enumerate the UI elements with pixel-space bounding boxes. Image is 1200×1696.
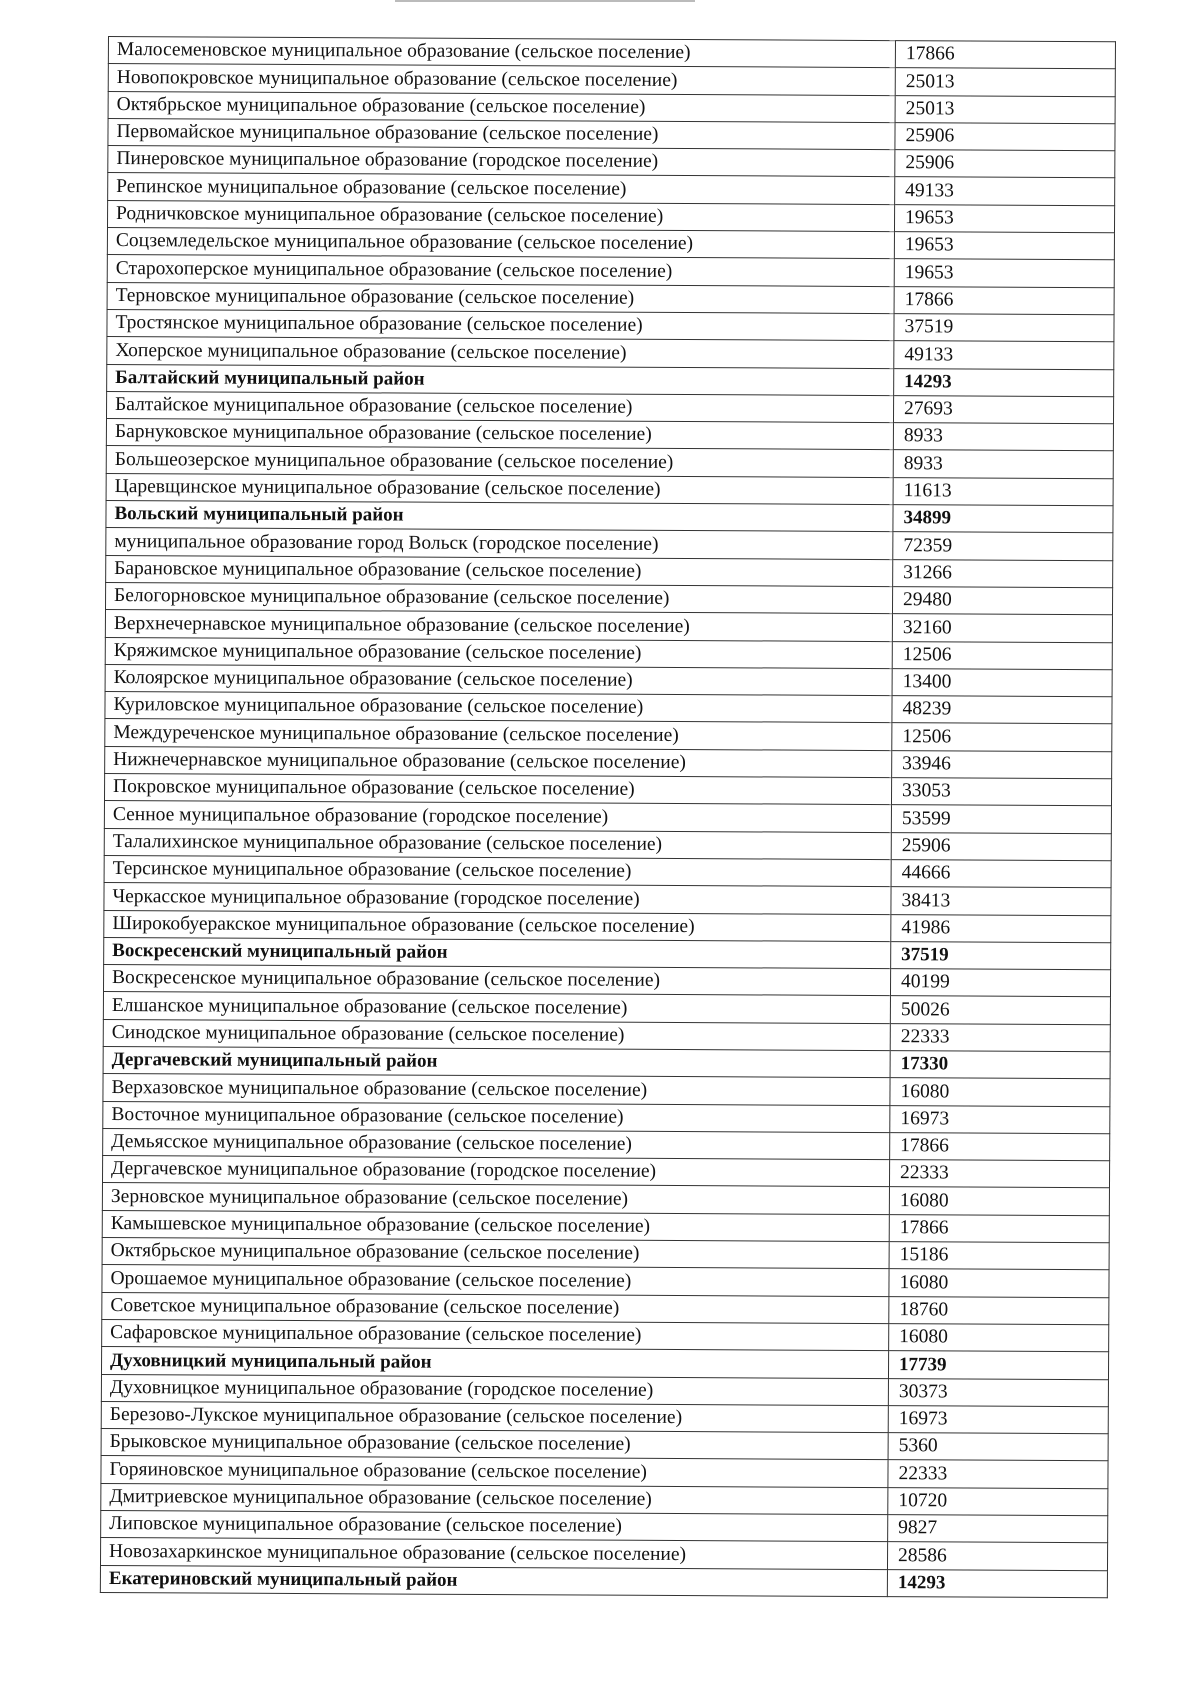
municipality-name: Соцземледельское муниципальное образование (сельское поселение)	[107, 228, 894, 259]
district-name: Екатериновский муниципальный район	[100, 1565, 887, 1596]
municipality-value: 48239	[892, 696, 1112, 724]
municipality-value: 22333	[888, 1460, 1108, 1488]
municipality-value: 33946	[892, 750, 1112, 778]
municipality-name: Терновское муниципальное образование (сельское поселение)	[107, 282, 894, 313]
municipality-value: 17866	[894, 286, 1114, 314]
municipality-name: Кряжимское муниципальное образование (сельское поселение)	[105, 637, 892, 668]
municipality-value: 15186	[889, 1242, 1109, 1270]
municipality-name: Верхазовское муниципальное образование (сельское поселение)	[103, 1074, 890, 1105]
municipality-name: Октябрьское муниципальное образование (сельское поселение)	[108, 91, 895, 122]
municipality-value: 27693	[893, 395, 1113, 423]
municipality-name: Камышевское муниципальное образование (сельское поселение)	[102, 1210, 889, 1241]
municipality-name: Междуреченское муниципальное образование (сельское поселение)	[105, 719, 892, 750]
municipality-name: Тростянское муниципальное образование (сельское поселение)	[107, 309, 894, 340]
municipality-value: 16080	[890, 1078, 1110, 1106]
municipality-name: Терсинское муниципальное образование (сельское поселение)	[104, 855, 891, 886]
municipality-value: 9827	[888, 1515, 1108, 1543]
municipality-name: Дмитриевское муниципальное образование (сельское поселение)	[101, 1483, 888, 1514]
municipality-value: 17866	[895, 41, 1115, 69]
municipality-name: Горяиновское муниципальное образование (сельское поселение)	[101, 1456, 888, 1487]
district-value: 17330	[890, 1051, 1110, 1079]
municipality-value: 53599	[891, 805, 1111, 833]
municipality-value: 72359	[893, 532, 1113, 560]
municipality-value: 12506	[892, 723, 1112, 751]
municipality-value: 37519	[894, 314, 1114, 342]
municipality-value: 38413	[891, 887, 1111, 915]
municipality-value: 50026	[890, 996, 1110, 1024]
municipality-value: 40199	[890, 969, 1110, 997]
municipality-name: Нижнечернавское муниципальное образование (сельское поселение)	[105, 746, 892, 777]
district-name: Балтайский муниципальный район	[107, 364, 894, 395]
municipality-value: 22333	[889, 1160, 1109, 1188]
scan-edge-mark	[395, 0, 695, 2]
district-value: 14293	[894, 368, 1114, 396]
municipality-value: 13400	[892, 668, 1112, 696]
municipality-value: 16080	[889, 1324, 1109, 1352]
municipality-name: Барнуковское муниципальное образование (сельское поселение)	[106, 419, 893, 450]
municipality-value: 30373	[888, 1378, 1108, 1406]
municipality-value: 49133	[894, 341, 1114, 369]
municipality-name: Большеозерское муниципальное образование (сельское поселение)	[106, 446, 893, 477]
district-name: Воскресенский муниципальный район	[104, 937, 891, 968]
allocation-table	[100, 36, 1116, 1598]
municipality-value: 16973	[888, 1405, 1108, 1433]
municipality-value: 32160	[892, 614, 1112, 642]
municipality-name: Хоперское муниципальное образование (сельское поселение)	[107, 337, 894, 368]
table-body	[100, 37, 1115, 1598]
municipality-name: Покровское муниципальное образование (сельское поселение)	[104, 774, 891, 805]
municipality-value: 22333	[890, 1023, 1110, 1051]
municipality-name: Советское муниципальное образование (сельское поселение)	[102, 1292, 889, 1323]
district-name: Дергачевский муниципальный район	[103, 1046, 890, 1077]
municipality-value: 16080	[889, 1269, 1109, 1297]
municipality-value: 5360	[888, 1433, 1108, 1461]
municipality-value: 44666	[891, 860, 1111, 888]
municipality-value: 17866	[890, 1132, 1110, 1160]
municipality-name: Пинеровское муниципальное образование (городское поселение)	[108, 146, 895, 177]
municipality-value: 18760	[889, 1296, 1109, 1324]
municipality-name: Сенное муниципальное образование (городское поселение)	[104, 801, 891, 832]
municipality-value: 29480	[892, 587, 1112, 615]
municipality-name: Липовское муниципальное образование (сельское поселение)	[101, 1511, 888, 1542]
district-value: 17739	[888, 1351, 1108, 1379]
municipality-name: Октябрьское муниципальное образование (сельское поселение)	[102, 1238, 889, 1269]
municipality-value: 19653	[894, 259, 1114, 287]
municipality-name: Орошаемое муниципальное образование (сельское поселение)	[102, 1265, 889, 1296]
municipality-name: Барановское муниципальное образование (сельское поселение)	[106, 555, 893, 586]
municipality-value: 25013	[895, 68, 1115, 96]
municipality-value: 25906	[895, 150, 1115, 178]
municipality-value: 25013	[895, 95, 1115, 123]
municipality-value: 8933	[893, 450, 1113, 478]
municipality-name: Черкасское муниципальное образование (городское поселение)	[104, 883, 891, 914]
municipality-name: Широкобуеракское муниципальное образование (сельское поселение)	[104, 910, 891, 941]
municipality-name: Сафаровское муниципальное образование (сельское поселение)	[102, 1319, 889, 1350]
municipality-name: Синодское муниципальное образование (сельское поселение)	[103, 1019, 890, 1050]
municipality-name: Новозахаркинское муниципальное образование (сельское поселение)	[100, 1538, 887, 1569]
municipality-value: 10720	[888, 1487, 1108, 1515]
municipality-name: Новопокровское муниципальное образование (сельское поселение)	[108, 64, 895, 95]
district-row	[100, 1565, 1107, 1598]
municipality-name: Родничковское муниципальное образование (сельское поселение)	[107, 200, 894, 231]
municipality-name: Колоярское муниципальное образование (сельское поселение)	[105, 664, 892, 695]
municipality-name: Восточное муниципальное образование (сельское поселение)	[103, 1101, 890, 1132]
district-name: Духовницкий муниципальный район	[101, 1347, 888, 1378]
municipality-name: Брыковское муниципальное образование (сельское поселение)	[101, 1429, 888, 1460]
municipality-value: 33053	[891, 778, 1111, 806]
municipality-value: 8933	[893, 423, 1113, 451]
district-value: 34899	[893, 505, 1113, 533]
municipality-name: Демьясское муниципальное образование (сельское поселение)	[103, 1128, 890, 1159]
municipality-name: Духовницкое муниципальное образование (городское поселение)	[101, 1374, 888, 1405]
municipality-name: Балтайское муниципальное образование (сельское поселение)	[106, 391, 893, 422]
municipality-value: 16973	[890, 1105, 1110, 1133]
district-name: Вольский муниципальный район	[106, 501, 893, 532]
municipality-name: Зерновское муниципальное образование (сельское поселение)	[102, 1183, 889, 1214]
municipality-name: Воскресенское муниципальное образование (сельское поселение)	[103, 965, 890, 996]
district-value: 37519	[891, 941, 1111, 969]
municipality-name: Старохоперское муниципальное образование (сельское поселение)	[107, 255, 894, 286]
municipality-name: Репинское муниципальное образование (сельское поселение)	[108, 173, 895, 204]
municipality-name: Березово-Лукское муниципальное образование (сельское поселение)	[101, 1401, 888, 1432]
municipality-value: 28586	[887, 1542, 1107, 1570]
municipality-name: Дергачевское муниципальное образование (городское поселение)	[102, 1156, 889, 1187]
municipality-value: 25906	[891, 832, 1111, 860]
municipality-value: 17866	[889, 1214, 1109, 1242]
municipality-value: 12506	[892, 641, 1112, 669]
municipality-name: Первомайское муниципальное образование (сельское поселение)	[108, 118, 895, 149]
municipality-name: Белогорновское муниципальное образование (сельское поселение)	[105, 582, 892, 613]
municipality-name: Талалихинское муниципальное образование (сельское поселение)	[104, 828, 891, 859]
municipality-value: 19653	[894, 232, 1114, 260]
municipality-name: Царевщинское муниципальное образование (сельское поселение)	[106, 473, 893, 504]
municipality-name: Елшанское муниципальное образование (сельское поселение)	[103, 992, 890, 1023]
municipality-value: 25906	[895, 123, 1115, 151]
municipality-name: Малосеменовское муниципальное образование (сельское поселение)	[108, 37, 895, 68]
municipality-value: 31266	[893, 559, 1113, 587]
municipality-value: 16080	[889, 1187, 1109, 1215]
municipality-value: 49133	[895, 177, 1115, 205]
municipality-name: Верхнечернавское муниципальное образование (сельское поселение)	[105, 610, 892, 641]
municipality-value: 41986	[891, 914, 1111, 942]
district-value: 14293	[887, 1569, 1107, 1597]
municipality-name: муниципальное образование город Вольск (городское поселение)	[106, 528, 893, 559]
municipality-value: 11613	[893, 477, 1113, 505]
municipality-value: 19653	[894, 204, 1114, 232]
municipality-name: Куриловское муниципальное образование (сельское поселение)	[105, 692, 892, 723]
